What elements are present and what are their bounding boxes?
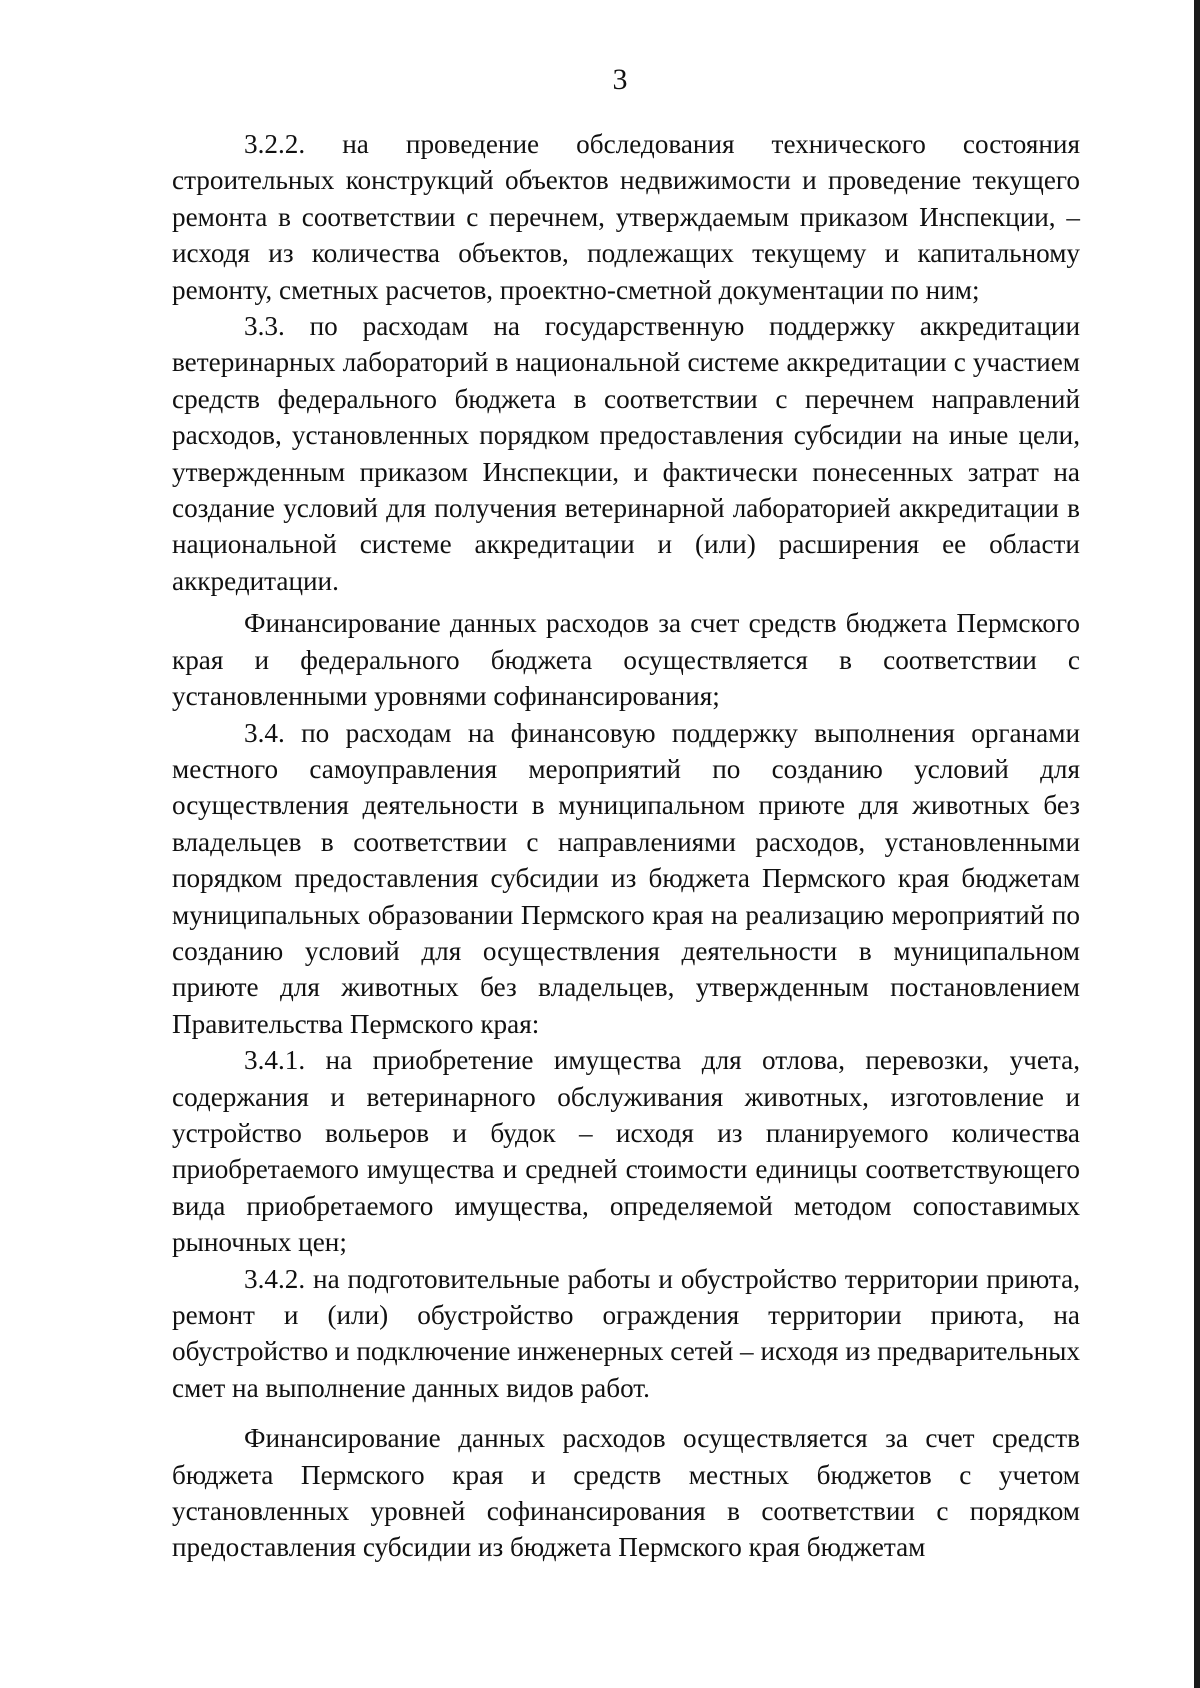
paragraph-3-3: 3.3. по расходам на государственную поддержку аккредитации ветеринарных лабораторий в национальной системе аккредитации с участием средств федерального бюджета в соответствии с перечнем направлений расходов, установленных порядком предоставления субсидии на иные цели, утвержденным приказом Инспекции, и фактически понесенных затрат на создание условий для получения ветеринарной лабораторией аккредитации в национальной системе аккредитации и (или) расширения ее области аккредитации. bbox=[172, 311, 1080, 596]
paragraph-3-4-2: 3.4.2. на подготовительные работы и обустройство территории приюта, ремонт и (или) обустройство ограждения территории приюта, на обустройство и подключение инженерных сетей – исходя из предварительных смет на выполнение данных видов работ. bbox=[172, 1263, 1080, 1403]
paragraph-3-2-2: 3.2.2. на проведение обследования технического состояния строительных конструкций объектов недвижимости и проведение текущего ремонта в соответствии с перечнем, утверждаемым приказом Инспекции, – исходя из количества объектов, подлежащих текущему и капитальному ремонту, сметных расчетов, проектно-сметной документации по ним; bbox=[172, 129, 1080, 305]
paragraph-financing-3-3: Финансирование данных расходов за счет средств бюджета Пермского края и федерального бюджета осуществляется в соответствии с установленными уровнями софинансирования; bbox=[172, 608, 1080, 712]
paragraph-3-4: 3.4. по расходам на финансовую поддержку выполнения органами местного самоуправления мероприятий по созданию условий для осуществления деятельности в муниципальном приюте для животных без владельцев в соответствии с направлениями расходов, установленными порядком предоставления субсидии из бюджета Пермского края бюджетам муниципальных образовании Пермского края на реализацию мероприятий по созданию условий для осуществления деятельности в муниципальном приюте для животных без владельцев, утвержденным постановлением Правительства Пермского края: bbox=[172, 717, 1080, 1039]
scan-edge bbox=[1194, 0, 1200, 1688]
page-number: 3 bbox=[612, 63, 628, 96]
document-body bbox=[172, 126, 1080, 1566]
paragraph-financing-3-4: Финансирование данных расходов осуществляется за счет средств бюджета Пермского края и средств местных бюджетов с учетом установленных уровней софинансирования в соответствии с порядком предоставления субсидии из бюджета Пермского края бюджетам bbox=[172, 1423, 1080, 1563]
paragraph-3-4-1: 3.4.1. на приобретение имущества для отлова, перевозки, учета, содержания и ветеринарного обслуживания животных, изготовление и устройство вольеров и будок – исходя из планируемого количества приобретаемого имущества и средней стоимости единицы соответствующего вида приобретаемого имущества, определяемой методом сопоставимых рыночных цен; bbox=[172, 1045, 1080, 1258]
